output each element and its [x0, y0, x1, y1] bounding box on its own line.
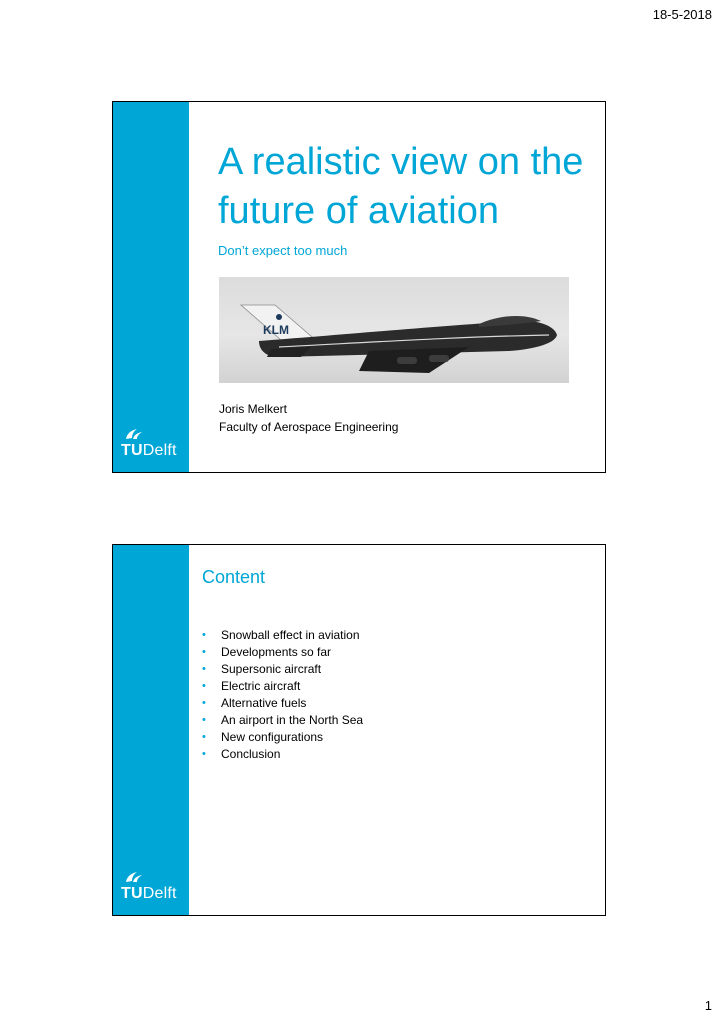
logo-delft: Delft [142, 885, 177, 902]
list-item: • Snowball effect in aviation [202, 628, 360, 642]
logo-tu: TU [121, 442, 143, 459]
content-title: Content [202, 567, 266, 587]
bullet-icon: • [202, 731, 206, 743]
logo-tu: TU [121, 885, 143, 902]
page-date: 18-5-2018 [652, 7, 712, 22]
bullet-icon: • [202, 697, 206, 709]
photo-klm-label: KLM [263, 323, 289, 337]
list-item: • Electric aircraft [202, 679, 301, 693]
bullet-icon: • [202, 663, 206, 675]
author-name: Joris Melkert [219, 402, 288, 416]
slide-title [112, 101, 606, 473]
list-item: • Conclusion [202, 747, 281, 761]
list-item: • New configurations [202, 730, 324, 744]
bullet-icon: • [202, 680, 206, 692]
tu-delft-logo [121, 869, 185, 903]
flame-icon [123, 869, 145, 883]
list-item: • An airport in the North Sea [202, 713, 364, 727]
list-item: • Supersonic aircraft [202, 662, 322, 676]
aircraft-photo [219, 277, 569, 383]
bullet-icon: • [202, 714, 206, 726]
list-item: • Alternative fuels [202, 696, 307, 710]
klm-boeing-747-photo-icon [219, 277, 569, 383]
list-item: • Developments so far [202, 645, 332, 659]
slide-subtitle: Don’t expect too much [218, 243, 348, 258]
slide-title-text: A realistic view on the future of aviation [218, 141, 584, 232]
slide-content [112, 544, 606, 916]
slide-sidebar [113, 102, 189, 472]
slide-sidebar [113, 545, 189, 915]
bullet-icon: • [202, 629, 206, 641]
page-number: 1 [704, 998, 712, 1013]
content-list [202, 627, 363, 763]
bullet-icon: • [202, 646, 206, 658]
tu-delft-logo [121, 426, 185, 460]
author-block [219, 400, 398, 436]
logo-delft: Delft [142, 442, 177, 459]
author-affiliation: Faculty of Aerospace Engineering [219, 420, 399, 434]
flame-icon [123, 426, 145, 440]
bullet-icon: • [202, 748, 206, 760]
